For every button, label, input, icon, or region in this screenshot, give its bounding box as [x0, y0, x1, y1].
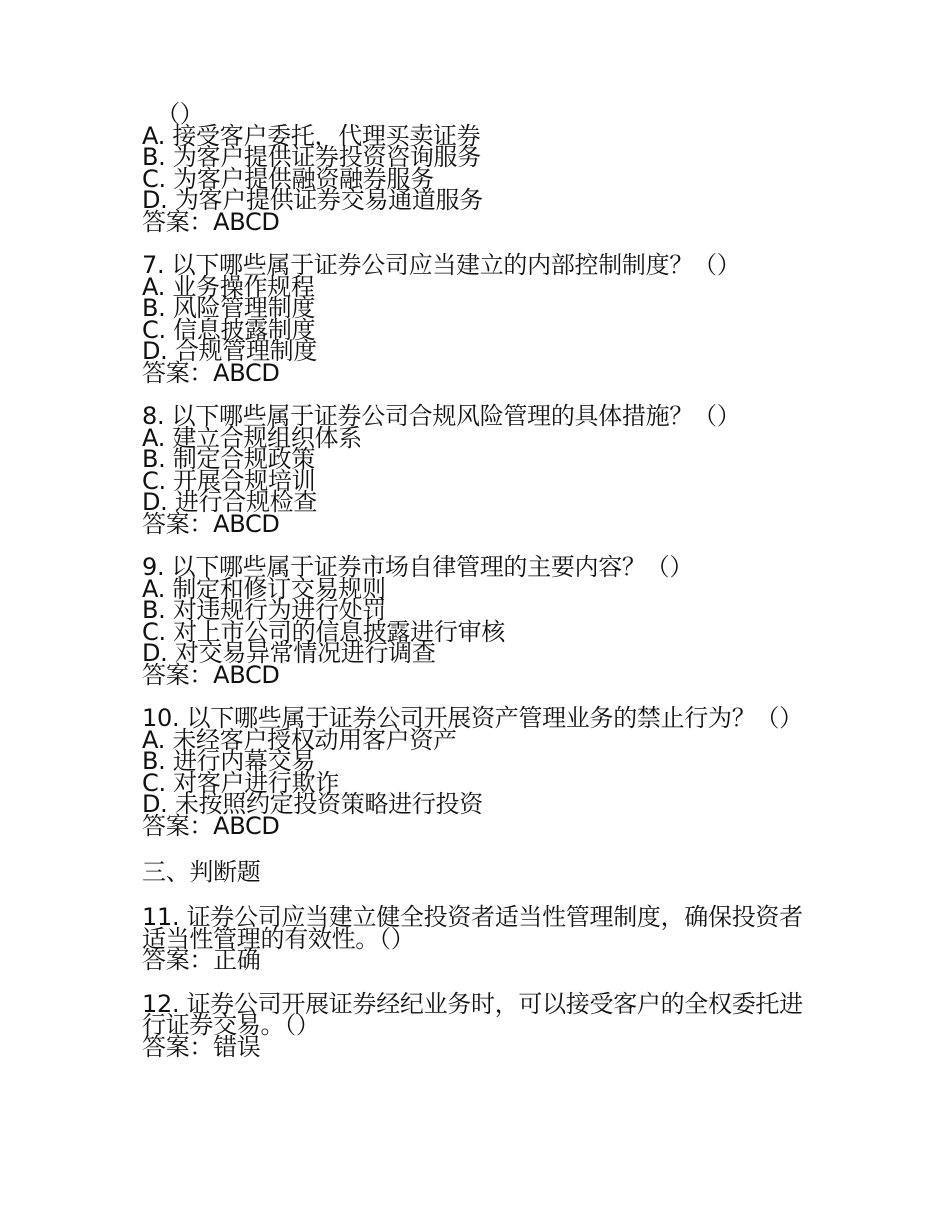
question-8-answer: 答案：ABCD — [142, 509, 280, 538]
question-9 — [142, 553, 810, 689]
question-7-option-c: C. 信息披露制度 — [142, 315, 316, 344]
question-8-option-c: C. 开展合规培训 — [142, 466, 316, 495]
question-10-option-d: D. 未按照约定投资策略进行投资 — [142, 790, 483, 818]
question-12-stem: 12. 证券公司开展证券经纪业务时，可以接受客户的全权委托进行证券交易。（） — [142, 989, 803, 1039]
question-6-answer: 答案：ABCD — [142, 207, 280, 236]
question-9-option-b: B. 对违规行为进行处罚 — [142, 596, 387, 624]
question-7-option-d: D. 合规管理制度 — [142, 337, 318, 365]
question-9-stem: 9. 以下哪些属于证券市场自律管理的主要内容？（） — [142, 553, 694, 581]
question-8-stem: 8. 以下哪些属于证券公司合规风险管理的具体措施？（） — [142, 402, 741, 430]
question-10-option-a: A. 未经客户授权动用客户资产 — [142, 725, 457, 754]
question-8 — [142, 402, 810, 538]
question-6 — [142, 100, 810, 236]
document-page — [142, 100, 810, 1080]
question-9-option-a: A. 制定和修订交易规则 — [142, 574, 386, 603]
question-11-answer: 答案：正确 — [142, 946, 261, 974]
question-6-option-b: B. 为客户提供证券投资咨询服务 — [142, 143, 481, 171]
question-10-option-c: C. 对客户进行欺诈 — [142, 768, 340, 797]
question-6-stem-tail: （） — [156, 100, 204, 128]
question-8-option-b: B. 制定合规政策 — [142, 445, 316, 473]
question-12-answer: 答案：错误 — [142, 1032, 261, 1061]
question-8-option-d: D. 进行合规检查 — [142, 488, 318, 516]
question-10-stem: 10. 以下哪些属于证券公司开展资产管理业务的禁止行为？（） — [142, 704, 803, 732]
question-7 — [142, 251, 810, 387]
question-9-answer: 答案：ABCD — [142, 660, 280, 689]
question-12 — [142, 989, 810, 1061]
question-10-option-b: B. 进行内幕交易 — [142, 747, 316, 775]
question-10-answer: 答案：ABCD — [142, 811, 280, 840]
question-6-option-c: C. 为客户提供融资融券服务 — [142, 164, 434, 193]
question-10 — [142, 704, 810, 840]
section-3-title: 三、判断题 — [142, 858, 261, 886]
question-7-option-a: A. 业务操作规程 — [142, 272, 315, 301]
question-7-stem: 7. 以下哪些属于证券公司应当建立的内部控制制度？（） — [142, 251, 741, 279]
question-9-option-d: D. 对交易异常情况进行调查 — [142, 639, 436, 667]
question-8-option-a: A. 建立合规组织体系 — [142, 423, 362, 452]
question-7-answer: 答案：ABCD — [142, 358, 280, 387]
question-9-option-c: C. 对上市公司的信息披露进行审核 — [142, 617, 505, 646]
question-6-option-a: A. 接受客户委托，代理买卖证券 — [142, 121, 481, 150]
question-11 — [142, 903, 810, 974]
question-7-option-b: B. 风险管理制度 — [142, 294, 316, 322]
question-11-stem: 11. 证券公司应当建立健全投资者适当性管理制度，确保投资者适当性管理的有效性。（） — [142, 903, 803, 953]
question-6-option-d: D. 为客户提供证券交易通道服务 — [142, 186, 483, 214]
